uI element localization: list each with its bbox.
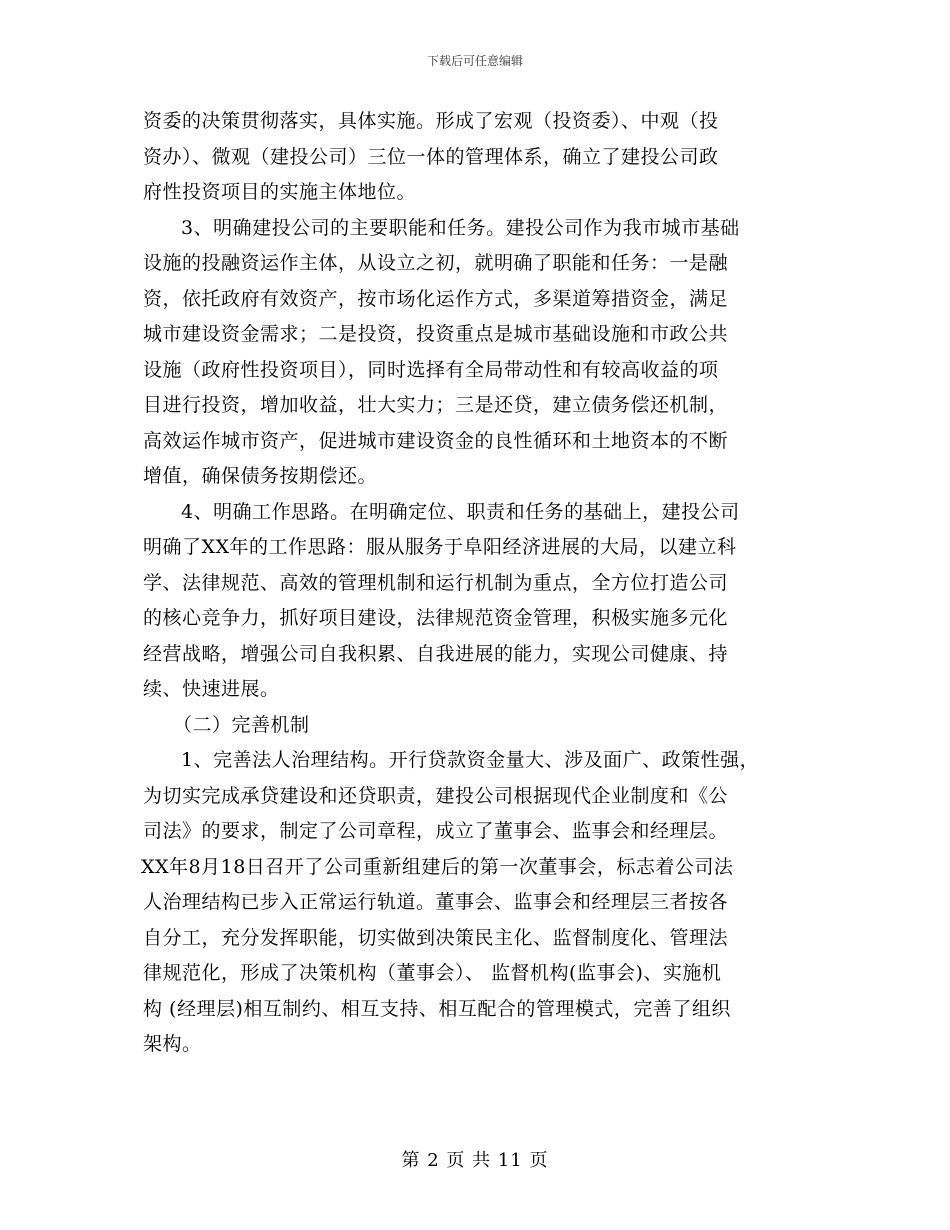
text-line: 经营战略，增强公司自我积累、自我进展的能力，实现公司健康、持 xyxy=(143,642,729,665)
text-line: 续、快速进展。 xyxy=(143,678,280,700)
text-line: 人治理结构已步入正常运行轨道。董事会、监事会和经理层三者按各 xyxy=(143,891,729,913)
text-line: 资，依托政府有效资产，按市场化运作方式，多渠道筹措资金，满足 xyxy=(143,287,729,310)
paragraph-start: 4、明确工作思路。在明确定位、职责和任务的基础上，建投公司 xyxy=(181,500,740,523)
text-line: 城市建设资金需求；二是投资，投资重点是城市基础设施和市政公共 xyxy=(143,323,729,345)
text-line: 架构。 xyxy=(143,1033,202,1055)
paragraph-start: 3、明确建投公司的主要职能和任务。建投公司作为我市城市基础 xyxy=(181,216,740,239)
body-text xyxy=(143,104,843,1063)
text-line: 为切实完成承贷建设和还贷职责，建投公司根据现代企业制度和《公 xyxy=(143,784,729,807)
text-line: 高效运作城市资产，促进城市建设资金的良性循环和土地资本的不断 xyxy=(143,429,729,452)
text-line: 府性投资项目的实施主体地位。 xyxy=(143,181,417,203)
page-number: 第 2 页 共 11 页 xyxy=(401,1150,549,1171)
text-line: 学、法律规范、高效的管理机制和运行机制为重点，全方位打造公司 xyxy=(143,571,729,594)
text-line: 司法》的要求，制定了公司章程，成立了董事会、监事会和经理层。 xyxy=(143,820,729,842)
text-line: 资委的决策贯彻落实，具体实施。形成了宏观（投资委）、中观（投 xyxy=(143,110,719,132)
text-line: 的核心竞争力，抓好项目建设，法律规范资金管理，积极实施多元化 xyxy=(143,607,729,629)
text-line: 构 (经理层)相互制约、相互支持、相互配合的管理模式，完善了组织 xyxy=(143,997,731,1020)
text-line: 自分工，充分发挥职能，切实做到决策民主化、监督制度化、管理法 xyxy=(143,926,729,949)
text-line: 律规范化，形成了决策机构（董事会）、 监督机构(监事会)、实施机 xyxy=(143,962,722,984)
text-line: 设施（政府性投资项目），同时选择有全局带动性和有较高收益的项 xyxy=(143,358,719,381)
text-line: 增值，确保债务按期偿还。 xyxy=(143,465,378,487)
page-header: 下载后可任意编辑 xyxy=(426,54,523,68)
section-heading: （二）完善机制 xyxy=(173,713,310,736)
text-line: 目进行投资，增加收益，壮大实力；三是还贷，建立债务偿还机制， xyxy=(143,394,729,416)
text-line: 资办）、微观（建投公司）三位一体的管理体系，确立了建投公司政 xyxy=(143,145,719,168)
text-line: XX年8月18日召开了公司重新组建后的第一次董事会，标志着公司法 xyxy=(141,855,734,878)
text-line: 明确了XX年的工作思路：服从服务于阜阳经济进展的大局，以建立科 xyxy=(143,536,737,558)
paragraph-start: 1、完善法人治理结构。开行贷款资金量大、涉及面广、政策性强， xyxy=(181,749,760,771)
text-line: 设施的投融资运作主体，从设立之初，就明确了职能和任务：一是融 xyxy=(143,252,729,274)
